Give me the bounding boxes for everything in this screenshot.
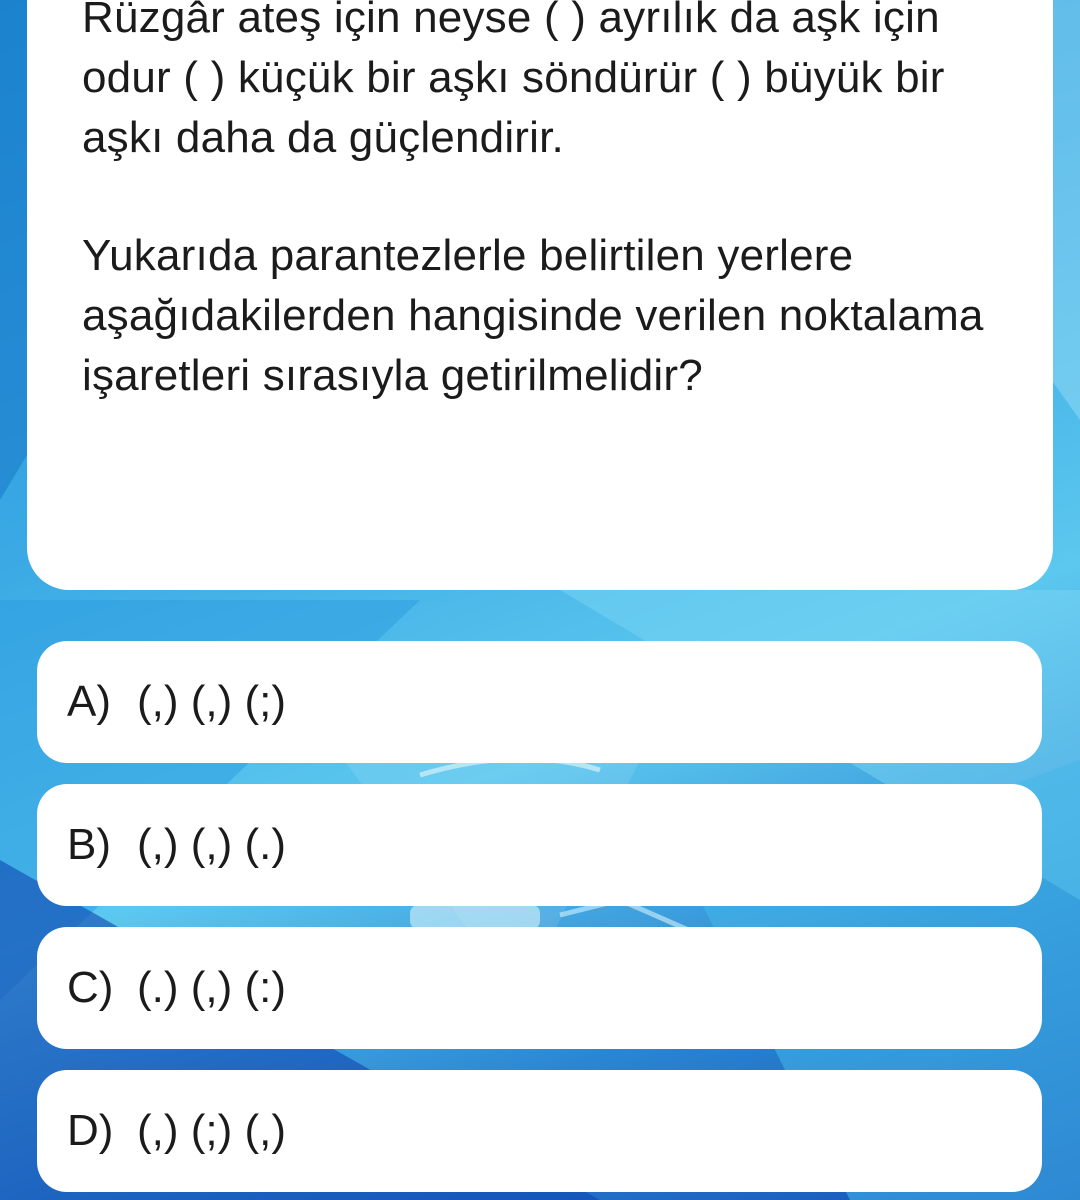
- answer-option-a[interactable]: [37, 641, 1042, 763]
- answer-option-d[interactable]: [37, 1070, 1042, 1192]
- option-letter: C): [67, 963, 114, 1012]
- option-letter: B): [67, 820, 111, 869]
- question-card: [27, 0, 1053, 590]
- option-text: (.) (,) (:): [137, 963, 287, 1012]
- answer-option-c[interactable]: [37, 927, 1042, 1049]
- answer-option-b[interactable]: [37, 784, 1042, 906]
- option-text: (,) (,) (.): [137, 820, 287, 869]
- option-letter: D): [67, 1106, 114, 1155]
- question-prompt: Yukarıda parantezlerle belirtilen yerlere aşağıdakilerden hangisinde verilen noktalama işaretleri sırasıyla getirilmelidir?: [82, 231, 984, 400]
- option-letter: A): [67, 677, 111, 726]
- option-text: (,) (,) (;): [137, 677, 287, 726]
- question-sentence: Rüzgâr ateş için neyse ( ) ayrılık da aşk için odur ( ) küçük bir aşkı söndürür ( ) büyük bir aşkı daha da güçlendirir.: [82, 0, 945, 162]
- option-text: (,) (;) (,): [137, 1106, 287, 1155]
